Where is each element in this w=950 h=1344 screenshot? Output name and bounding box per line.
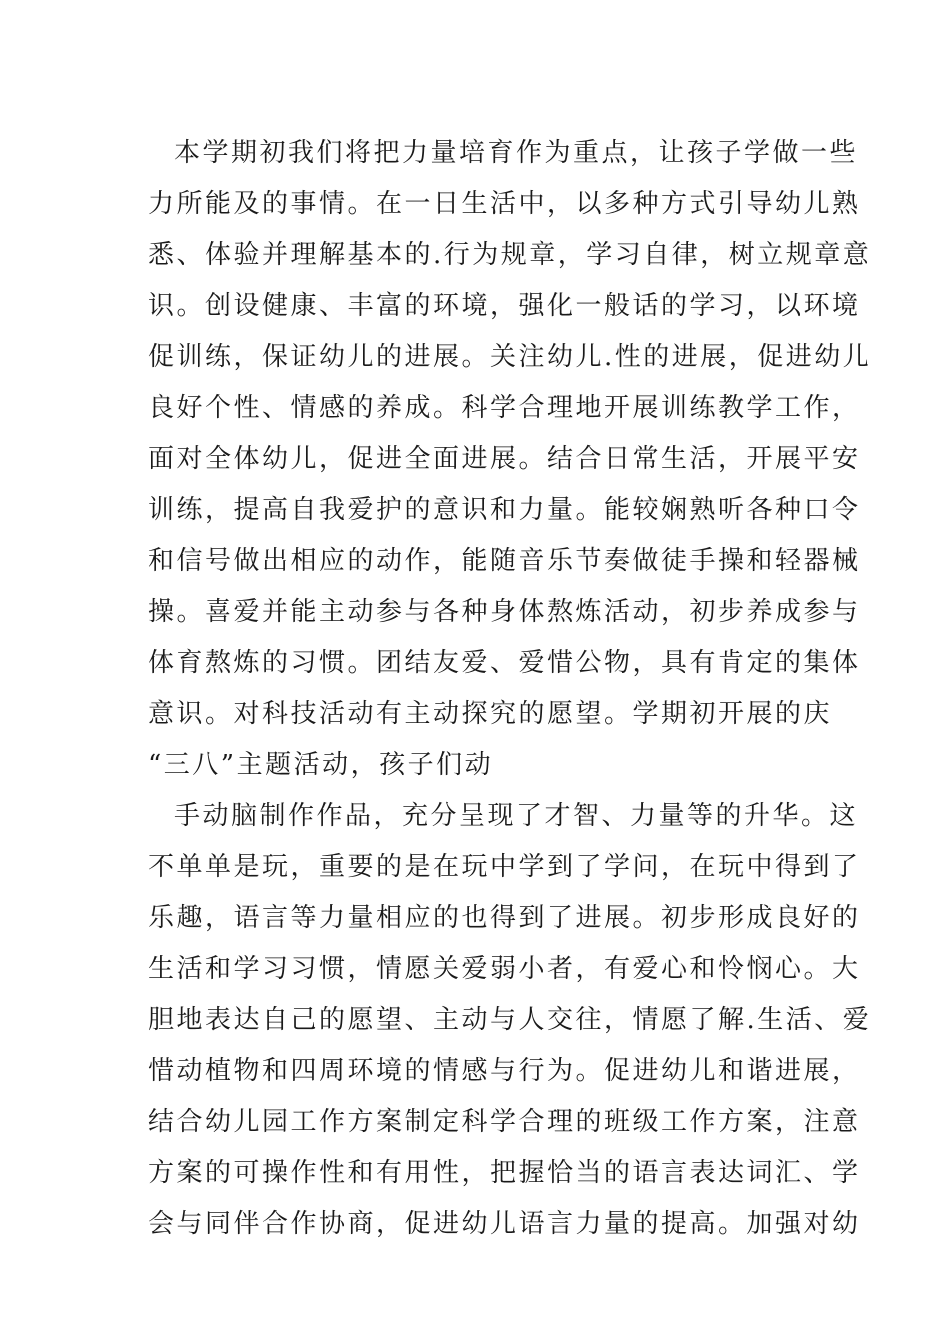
text-line: 操。喜爱并能主动参与各种身体熬炼活动，初步养成参与: [148, 597, 861, 627]
text-line: 面对全体幼儿，促进全面进展。结合日常生活，开展平安: [148, 444, 861, 474]
text-line: 力所能及的事情。在一日生活中，以多种方式引导幼儿熟: [148, 189, 861, 219]
text-line: 悉、体验并理解基本的.行为规章，学习自律，树立规章意: [148, 240, 872, 270]
text-line: 促训练，保证幼儿的进展。关注幼儿.性的进展，促进幼儿: [148, 342, 872, 372]
body-text: [148, 128, 872, 1250]
text-line: 意识。对科技活动有主动探究的愿望。学期初开展的庆: [148, 699, 833, 729]
paragraph: [148, 791, 872, 1250]
paragraph: [148, 128, 872, 791]
text-line: 良好个性、情感的养成。科学合理地开展训练教学工作，: [148, 393, 861, 423]
text-line: “三八”主题活动，孩子们动: [148, 750, 494, 780]
text-line: 和信号做出相应的动作，能随音乐节奏做徒手操和轻器械: [148, 546, 861, 576]
text-line: 手动脑制作作品，充分呈现了才智、力量等的升华。这: [174, 801, 859, 831]
text-line: 本学期初我们将把力量培育作为重点，让孩子学做一些: [174, 138, 859, 168]
text-line: 不单单是玩，重要的是在玩中学到了学问，在玩中得到了: [148, 852, 861, 882]
text-line: 胆地表达自己的愿望、主动与人交往，情愿了解.生活、爱: [148, 1005, 872, 1035]
text-line: 惜动植物和四周环境的情感与行为。促进幼儿和谐进展，: [148, 1056, 861, 1086]
text-line: 方案的可操作性和有用性，把握恰当的语言表达词汇、学: [148, 1158, 861, 1188]
text-line: 乐趣，语言等力量相应的也得到了进展。初步形成良好的: [148, 903, 861, 933]
text-line: 生活和学习习惯，情愿关爱弱小者，有爱心和怜悯心。大: [148, 954, 861, 984]
text-line: 体育熬炼的习惯。团结友爱、爱惜公物，具有肯定的集体: [148, 648, 861, 678]
text-line: 会与同伴合作协商，促进幼儿语言力量的提高。加强对幼: [148, 1209, 861, 1239]
text-line: 识。创设健康、丰富的环境，强化一般话的学习，以环境: [148, 291, 861, 321]
text-line: 结合幼儿园工作方案制定科学合理的班级工作方案，注意: [148, 1107, 861, 1137]
text-line: 训练，提高自我爱护的意识和力量。能较娴熟听各种口令: [148, 495, 861, 525]
